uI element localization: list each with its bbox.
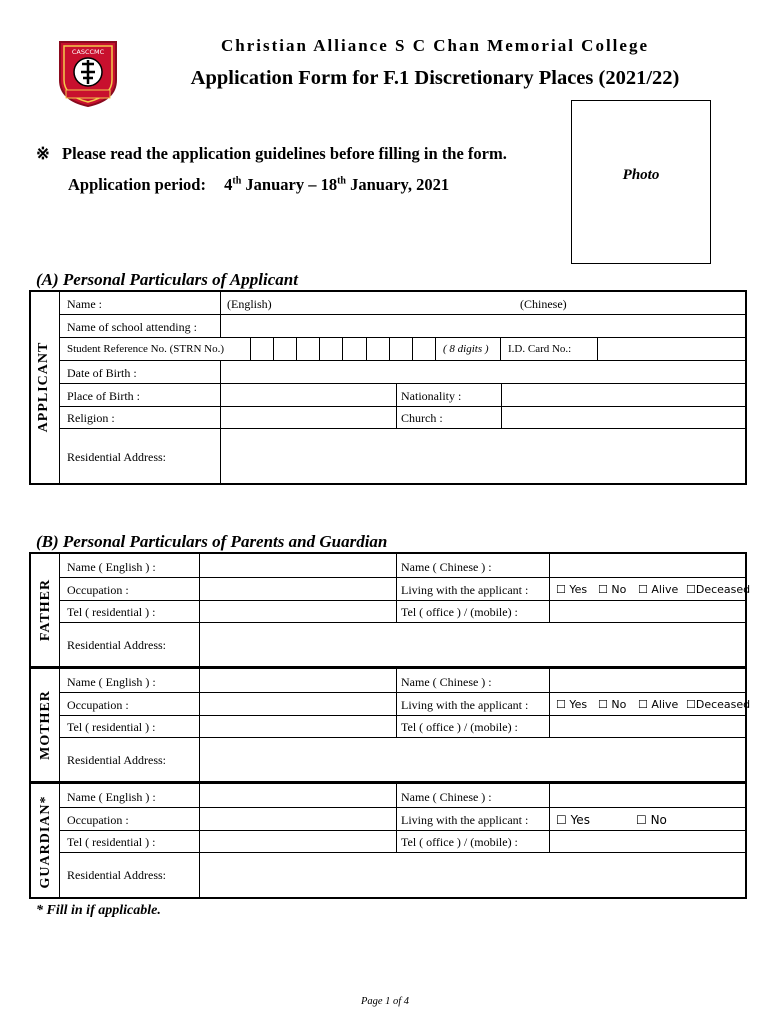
mother-tel-office-label: Tel ( office ) / (mobile) : bbox=[401, 720, 518, 734]
school-attending-label: Name of school attending : bbox=[67, 320, 197, 334]
guardian-no-checkbox[interactable]: ☐ No bbox=[636, 813, 667, 827]
address-input[interactable] bbox=[221, 429, 746, 484]
period-day1: 4 bbox=[224, 175, 233, 194]
father-occupation-input[interactable] bbox=[200, 578, 396, 600]
pob-input[interactable] bbox=[221, 384, 396, 406]
school-name: Christian Alliance S C Chan Memorial College bbox=[221, 36, 649, 55]
school-input[interactable] bbox=[221, 315, 746, 337]
guardian-name-zh-input[interactable] bbox=[550, 784, 746, 807]
period-sup2: th bbox=[337, 175, 346, 187]
nationality-input[interactable] bbox=[502, 384, 746, 406]
father-tel-office-label: Tel ( office ) / (mobile) : bbox=[401, 605, 518, 619]
period-label: Application period: bbox=[68, 175, 206, 194]
chinese-label: (Chinese) bbox=[520, 297, 567, 311]
period-month2: January, 2021 bbox=[345, 175, 450, 194]
english-label: (English) bbox=[227, 297, 272, 311]
religion-input[interactable] bbox=[221, 407, 396, 428]
name-label: Name : bbox=[67, 297, 102, 311]
mother-tel-res-label: Tel ( residential ) : bbox=[67, 720, 156, 734]
mother-name-en-label: Name ( English ) : bbox=[67, 675, 156, 689]
father-name-zh-label: Name ( Chinese ) : bbox=[401, 560, 492, 574]
mother-deceased-checkbox[interactable]: ☐Deceased bbox=[686, 698, 751, 711]
father-name-zh-input[interactable] bbox=[550, 554, 746, 577]
father-address-input[interactable] bbox=[200, 623, 746, 667]
period-sup1: th bbox=[232, 175, 242, 187]
mother-living-label: Living with the applicant : bbox=[401, 698, 529, 712]
father-name-en-label: Name ( English ) : bbox=[67, 560, 156, 574]
guardian-tel-res-input[interactable] bbox=[200, 831, 396, 852]
church-label: Church : bbox=[401, 411, 443, 425]
photo-label: Photo bbox=[622, 167, 660, 183]
father-yes-checkbox[interactable]: ☐ Yes bbox=[556, 583, 588, 596]
mother-name-zh-label: Name ( Chinese ) : bbox=[401, 675, 492, 689]
section-b-title: (B) Personal Particulars of Parents and Guardian bbox=[36, 532, 388, 551]
guardian-name-en-label: Name ( English ) : bbox=[67, 790, 156, 804]
guardian-tel-office-input[interactable] bbox=[550, 831, 746, 852]
period-month1: January – 18 bbox=[241, 175, 338, 194]
father-tel-res-input[interactable] bbox=[200, 601, 396, 622]
guardian-address-label: Residential Address: bbox=[67, 868, 166, 882]
nationality-label: Nationality : bbox=[401, 389, 462, 403]
guardian-living-label: Living with the applicant : bbox=[401, 813, 529, 827]
dob-label: Date of Birth : bbox=[67, 366, 137, 380]
guardian-tel-res-label: Tel ( residential ) : bbox=[67, 835, 156, 849]
mother-occupation-input[interactable] bbox=[200, 693, 396, 715]
section-a-title: (A) Personal Particulars of Applicant bbox=[36, 270, 298, 289]
page-number: Page 1 of 4 bbox=[360, 996, 410, 1007]
school-logo bbox=[52, 36, 124, 108]
father-address-label: Residential Address: bbox=[67, 638, 166, 652]
father-deceased-checkbox[interactable]: ☐Deceased bbox=[686, 583, 751, 596]
church-input[interactable] bbox=[502, 407, 746, 428]
father-living-label: Living with the applicant : bbox=[401, 583, 529, 597]
address-label: Residential Address: bbox=[67, 450, 166, 464]
guardian-name-zh-label: Name ( Chinese ) : bbox=[401, 790, 492, 804]
guardian-occupation-input[interactable] bbox=[200, 808, 396, 830]
dob-input[interactable] bbox=[221, 361, 746, 383]
digits-label: ( 8 digits ) bbox=[443, 343, 489, 355]
form-title: Application Form for F.1 Discretionary Places (2021/22) bbox=[190, 67, 680, 89]
mother-name-en-input[interactable] bbox=[200, 669, 396, 692]
mother-no-checkbox[interactable]: ☐ No bbox=[598, 698, 627, 711]
guardian-occupation-label: Occupation : bbox=[67, 813, 129, 827]
mother-address-input[interactable] bbox=[200, 738, 746, 782]
guardian-yes-checkbox[interactable]: ☐ Yes bbox=[556, 813, 590, 827]
notice bbox=[36, 144, 507, 164]
father-no-checkbox[interactable]: ☐ No bbox=[598, 583, 627, 596]
guardian-address-input[interactable] bbox=[200, 853, 746, 897]
father-name-en-input[interactable] bbox=[200, 554, 396, 577]
father-tel-office-input[interactable] bbox=[550, 601, 746, 622]
father-occupation-label: Occupation : bbox=[67, 583, 129, 597]
mother-tel-office-input[interactable] bbox=[550, 716, 746, 737]
father-tel-res-label: Tel ( residential ) : bbox=[67, 605, 156, 619]
pob-label: Place of Birth : bbox=[67, 389, 140, 403]
id-card-label: I.D. Card No.: bbox=[508, 343, 572, 355]
father-side-label: FATHER bbox=[38, 578, 53, 642]
mother-address-label: Residential Address: bbox=[67, 753, 166, 767]
notice-text: Please read the application guidelines before filling in the form. bbox=[62, 144, 507, 163]
guardian-name-en-input[interactable] bbox=[200, 784, 396, 807]
mother-alive-checkbox[interactable]: ☐ Alive bbox=[638, 698, 679, 711]
mother-occupation-label: Occupation : bbox=[67, 698, 129, 712]
guardian-tel-office-label: Tel ( office ) / (mobile) : bbox=[401, 835, 518, 849]
svg-text:CASCCMC: CASCCMC bbox=[71, 48, 105, 56]
mother-yes-checkbox[interactable]: ☐ Yes bbox=[556, 698, 588, 711]
photo-box[interactable] bbox=[571, 100, 711, 264]
father-alive-checkbox[interactable]: ☐ Alive bbox=[638, 583, 679, 596]
mother-side-label: MOTHER bbox=[38, 690, 53, 760]
mother-name-zh-input[interactable] bbox=[550, 669, 746, 692]
mother-tel-res-input[interactable] bbox=[200, 716, 396, 737]
strn-label: Student Reference No. (STRN No.) bbox=[67, 343, 225, 355]
applicant-side-label: APPLICANT bbox=[36, 341, 51, 433]
religion-label: Religion : bbox=[67, 411, 115, 425]
application-period bbox=[68, 175, 449, 195]
reference-mark-icon: ※ bbox=[36, 144, 50, 163]
footnote: * Fill in if applicable. bbox=[36, 903, 161, 918]
guardian-side-label: GUARDIAN* bbox=[38, 795, 53, 889]
